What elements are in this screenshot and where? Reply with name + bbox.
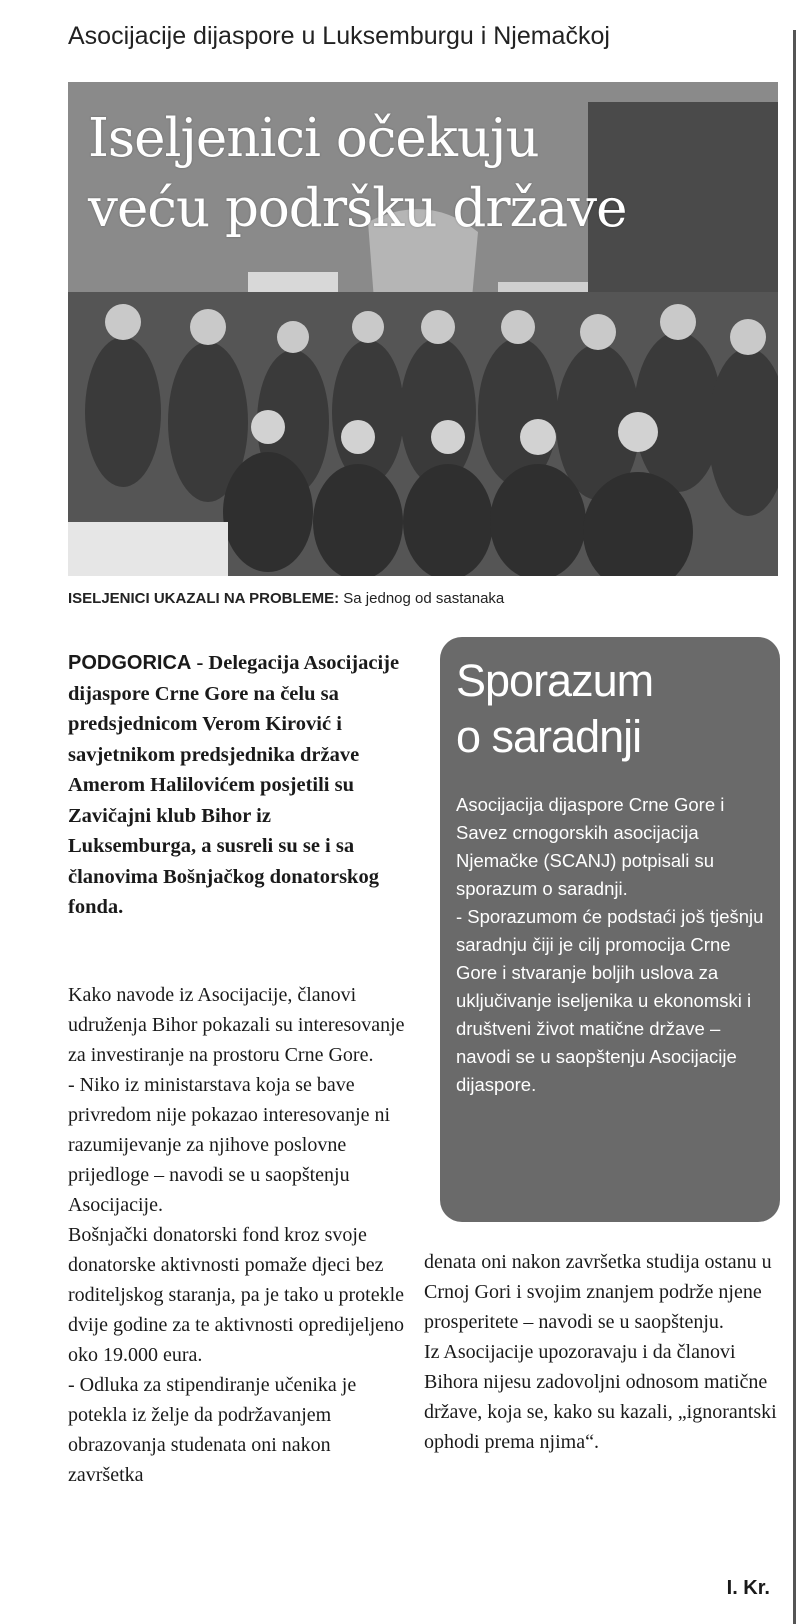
box-title-line-2: o saradnji — [456, 711, 642, 762]
headline-line-2: veću podršku države — [88, 178, 627, 239]
paragraph: Kako navode iz Asocijacije, članovi udruženja Bihor pokazali su interesovanje za investiranje na prostoru Crne Gore. — [68, 984, 405, 1066]
box-paragraph-2: - Sporazumom će podstaći još tješnju saradnju čiji je cilj promocija Crne Gore i stvaranje boljih uslova za uključivanje iseljenika u ekonomski i društveni život matične države – navodi se u saopštenju Asocijacije dijaspore. — [456, 906, 764, 1095]
box-paragraph-1: Asocijacija dijaspore Crne Gore i Savez crnogorskih asocijacija Njemačke (SCANJ) potpisali su sporazum o saradnji. — [456, 794, 725, 899]
author-initials: I. Kr. — [726, 1577, 770, 1599]
article-body-column-1 — [68, 980, 406, 1490]
sidebar-box — [440, 637, 780, 1222]
caption-bold: ISELJENICI UKAZALI NA PROBLEME: — [68, 590, 340, 607]
dateline: PODGORICA — [68, 652, 192, 674]
article-headline — [88, 104, 626, 244]
paragraph: Iz Asocijacije upozoravaju i da članovi Bihora nijesu zadovoljni odnosom matične države, koja se, kako su kazali, „ignorantski ophodi prema njima“. — [424, 1341, 777, 1453]
sidebar-box-text — [456, 791, 764, 1099]
article-lead — [68, 648, 400, 923]
group-photo — [68, 82, 778, 576]
article-body-column-2 — [424, 1247, 778, 1457]
paragraph: Bošnjački donatorski fond kroz svoje donatorske aktivnosti pomaže djeci bez roditeljskog staranja, pa je tako u protekle dvije godine za te aktivnosti opredijeljeno oko 19.000 eura. — [68, 1224, 405, 1366]
paragraph: - Odluka za stipendiranje učenika je potekla iz želje da podržavanjem obrazovanja studenata oni nakon završetka — [68, 1374, 357, 1486]
photo-caption — [68, 590, 778, 607]
headline-line-1: Iseljenici očekuju — [88, 108, 539, 169]
paragraph: denata oni nakon završetka studija ostanu u Crnoj Gori i svojim znanjem podrže njene prosperitete – navodi se u saopštenju. — [424, 1251, 772, 1333]
lead-text: - Delegacija Asocijacije dijaspore Crne Gore na čelu sa predsjednicom Verom Kirović i savjetnikom predsjednika države Amerom Halilovićem posjetili su Zavičajni klub Bihor iz Luksemburga, a susreli su se i sa članovima Bošnjačkog donatorskog fonda. — [68, 652, 400, 918]
box-title-line-1: Sporazum — [456, 655, 654, 706]
sidebar-box-title — [456, 653, 764, 765]
paragraph: - Niko iz ministarstava koja se bave privredom nije pokazao interesovanje ni razumijevanje za njihove poslovne prijedloge – navodi se u saopštenju Asocijacije. — [68, 1074, 391, 1216]
caption-text: Sa jednog od sastanaka — [339, 590, 505, 607]
article-kicker: Asocijacije dijaspore u Luksemburgu i Njemačkoj — [68, 22, 610, 50]
page-right-border — [793, 30, 796, 1624]
